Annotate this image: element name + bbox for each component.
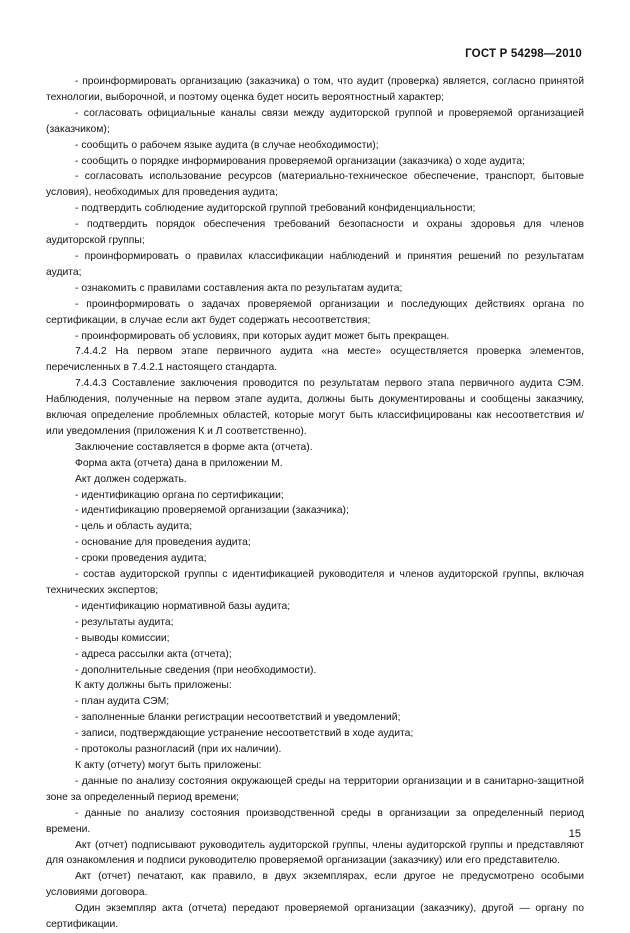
paragraph: - сроки проведения аудита; — [75, 553, 207, 565]
paragraph: - идентификацию органа по сертификации; — [75, 489, 284, 501]
paragraph: Акт (отчет) печатают, как правило, в двух экземплярах, если другое не предусмотрено особыми условиями договора. — [46, 871, 584, 899]
document-body — [46, 74, 584, 933]
page-number: 15 — [568, 828, 581, 840]
paragraph: - проинформировать о правилах классификации наблюдений и принятия решений по результатам аудита; — [46, 250, 584, 278]
paragraph: - данные по анализу состояния производственной среды в организации за определенный период времени. — [46, 807, 584, 835]
paragraph: - согласовать официальные каналы связи между аудиторской группой и проверяемой организацией (заказчиком); — [46, 107, 584, 135]
paragraph: - сообщить о порядке информирования проверяемой организации (заказчика) о ходе аудита; — [75, 155, 525, 167]
paragraph: Заключение составляется в форме акта (отчета). — [75, 441, 313, 453]
paragraph: К акту должны быть приложены: — [75, 680, 232, 692]
paragraph: - проинформировать об условиях, при которых аудит может быть прекращен. — [75, 330, 450, 342]
paragraph: - идентификацию проверяемой организации (заказчика); — [75, 505, 349, 517]
paragraph: - сообщить о рабочем языке аудита (в случае необходимости); — [75, 139, 379, 151]
paragraph: - протоколы разногласий (при их наличии). — [75, 744, 282, 756]
paragraph: Один экземпляр акта (отчета) передают проверяемой организации (заказчику), другой — органу по сертификации. — [46, 903, 584, 931]
paragraph: Форма акта (отчета) дана в приложении М. — [75, 457, 283, 469]
paragraph: - основание для проведения аудита; — [75, 537, 251, 549]
paragraph: К акту (отчету) могут быть приложены: — [75, 759, 262, 771]
paragraph: - адреса рассылки акта (отчета); — [75, 648, 232, 660]
paragraph: - записи, подтверждающие устранение несоответствий в ходе аудита; — [75, 728, 414, 740]
paragraph: - подтвердить соблюдение аудиторской группой требований конфиденциальности; — [75, 203, 476, 215]
paragraph: - заполненные бланки регистрации несоответствий и уведомлений; — [75, 712, 401, 724]
paragraph: - идентификацию нормативной базы аудита; — [75, 600, 291, 612]
paragraph: - данные по анализу состояния окружающей среды на территории организации и в санитарно-защитной зоне за определенный период времени; — [46, 775, 584, 803]
paragraph: - дополнительные сведения (при необходимости). — [75, 664, 317, 676]
paragraph: - проинформировать о задачах проверяемой организации и последующих действиях органа по сертификации, в случае если акт будет содержать несоответствия; — [46, 298, 584, 326]
paragraph: 7.4.4.2 На первом этапе первичного аудита «на месте» осуществляется проверка элементов, перечисленных в 7.4.2.1 настоящего стандарта. — [46, 346, 584, 374]
document-code: ГОСТ Р 54298—2010 — [465, 48, 582, 60]
paragraph: Акт (отчет) подписывают руководитель аудиторской группы, члены аудиторской группы и представляют для ознакомления и подписи руководителю проверяемой организации (заказчику) или его представителю. — [46, 839, 584, 867]
paragraph: - результаты аудита; — [75, 616, 174, 628]
paragraph: Акт должен содержать. — [75, 473, 187, 485]
paragraph: 7.4.4.3 Составление заключения проводится по результатам первого этапа первичного аудита СЭМ. Наблюдения, полученные на первом этапе аудита, должны быть документированы и сообщены заказчику, включая определение проблемных областей, которые могут быть классифицированы как несоответствия и/или уведомления (приложения К и Л соответственно). — [46, 378, 584, 437]
paragraph: - проинформировать организацию (заказчика) о том, что аудит (проверка) является, согласно принятой технологии, выборочной, и поэтому оценка будет носить вероятностный характер; — [46, 76, 584, 103]
paragraph: - согласовать использование ресурсов (материально-техническое обеспечение, транспорт, бытовые условия), необходимых для проведения аудита; — [46, 171, 584, 199]
paragraph: - состав аудиторской группы с идентификацией руководителя и членов аудиторской группы, включая технических экспертов; — [46, 569, 584, 596]
paragraph: - ознакомить с правилами составления акта по результатам аудита; — [75, 282, 403, 294]
paragraph: - план аудита СЭМ; — [75, 696, 170, 708]
paragraph: - выводы комиссии; — [75, 632, 170, 644]
paragraph: - цель и область аудита; — [75, 521, 193, 533]
paragraph: - подтвердить порядок обеспечения требований безопасности и охраны здоровья для членов аудиторской группы; — [46, 219, 584, 247]
